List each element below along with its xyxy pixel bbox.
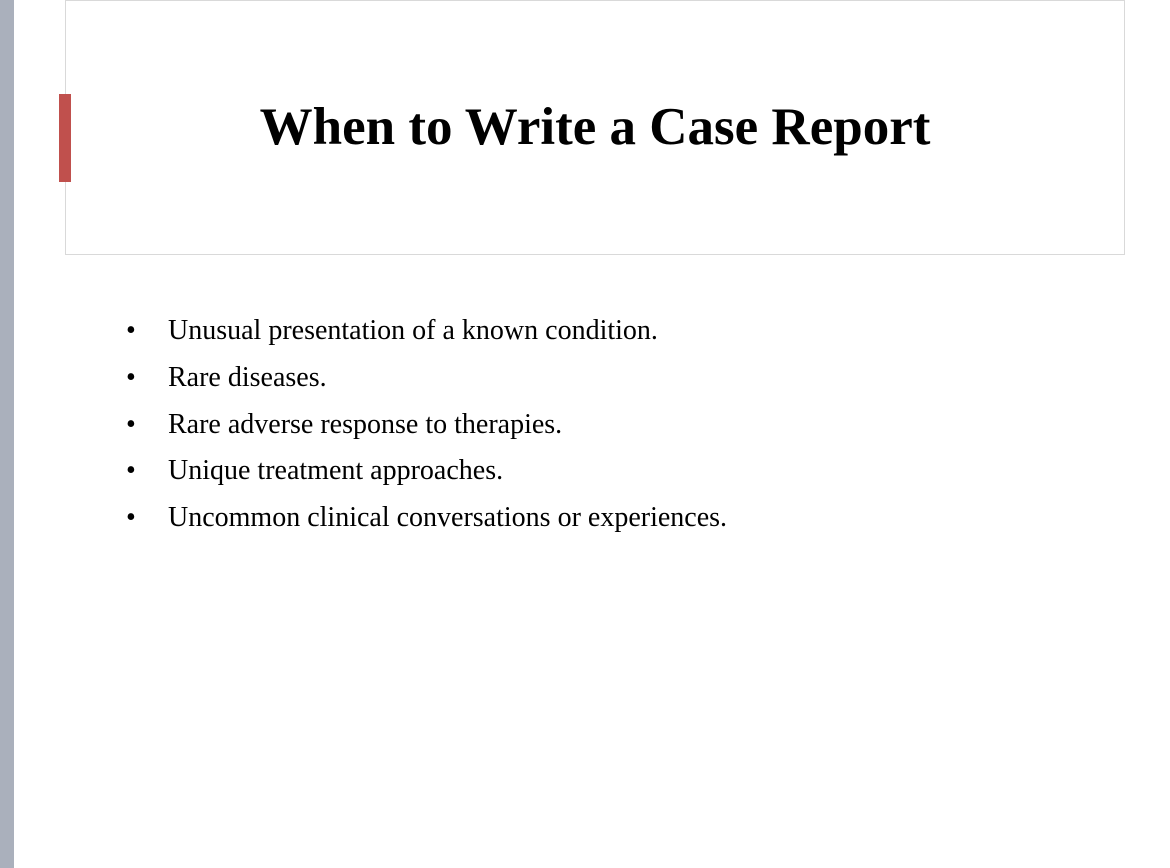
- bullet-marker: •: [126, 315, 136, 346]
- bullet-marker: •: [126, 502, 136, 533]
- title-accent-bar: [59, 94, 71, 182]
- list-item: [126, 362, 727, 409]
- list-item: [126, 502, 727, 549]
- left-gutter: [0, 0, 14, 868]
- bullet-marker: •: [126, 361, 136, 393]
- bullet-list: [126, 315, 727, 549]
- bullet-text: Unique treatment approaches.: [168, 455, 504, 487]
- list-item: [126, 409, 727, 456]
- list-item: [126, 455, 727, 502]
- slide-title: When to Write a Case Report: [259, 97, 931, 156]
- title-placeholder: [65, 0, 1125, 255]
- bullet-text: Rare diseases.: [168, 361, 327, 393]
- bullet-text: Rare adverse response to therapies.: [168, 408, 563, 440]
- list-item: [126, 315, 727, 362]
- bullet-marker: •: [126, 408, 136, 440]
- bullet-text: Unusual presentation of a known condition.: [168, 315, 658, 346]
- slide: [14, 0, 1170, 868]
- bullet-marker: •: [126, 455, 136, 487]
- bullet-text: Uncommon clinical conversations or experiences.: [168, 502, 728, 533]
